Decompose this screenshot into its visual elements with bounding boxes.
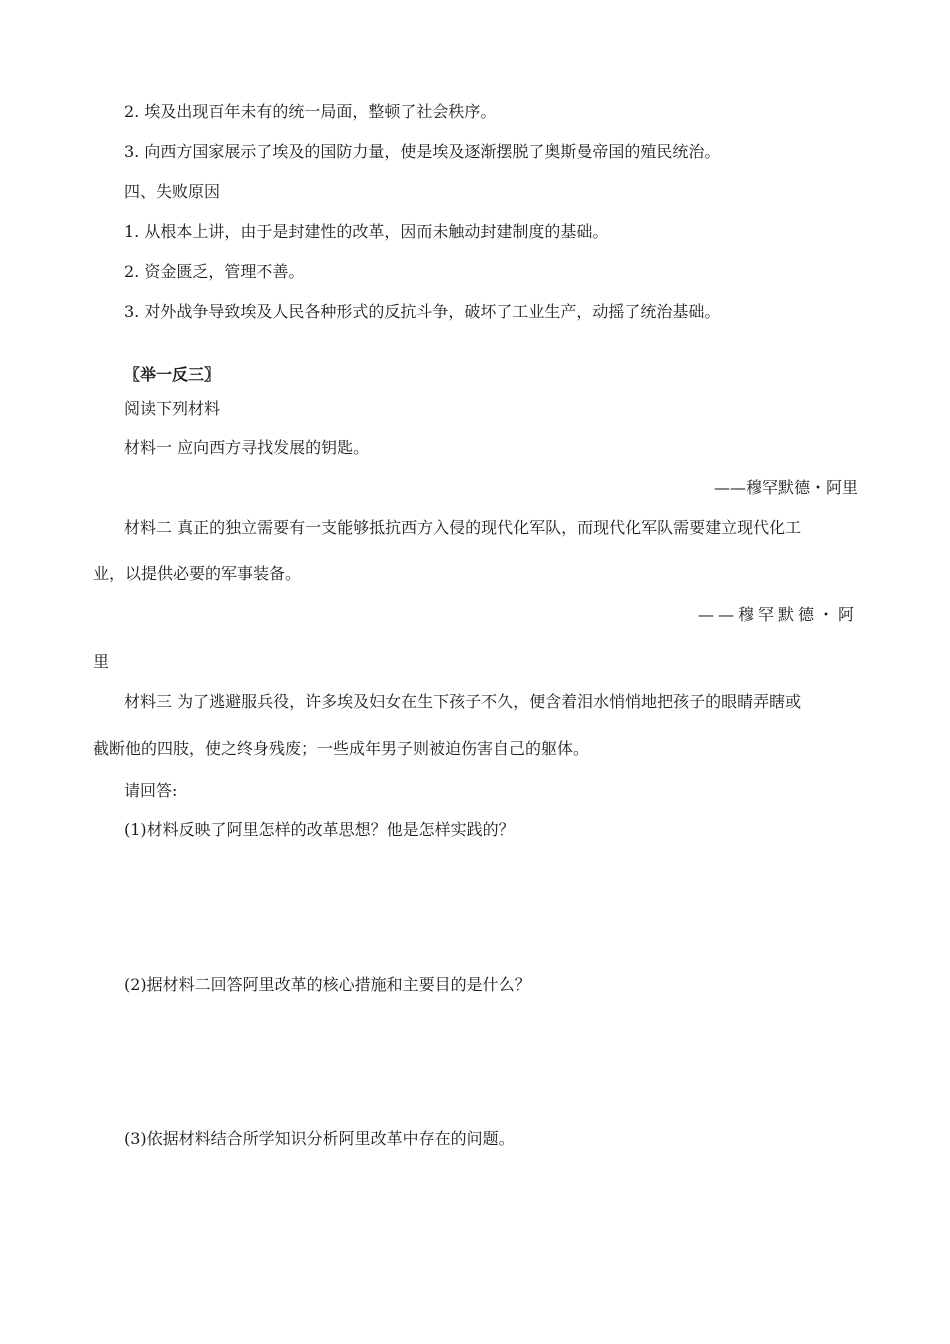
exercise-title: 〖举一反三〗	[124, 365, 221, 384]
material-1: 材料一 应向西方寻找发展的钥匙。	[124, 438, 370, 457]
material-2-line-2: 业，以提供必要的军事装备。	[93, 564, 302, 583]
material-3-line-1: 材料三 为了逃避服兵役，许多埃及妇女在生下孩子不久，便含着泪水悄悄地把孩子的眼睛弄瞎或	[124, 692, 802, 711]
failure-item-3: 3. 对外战争导致埃及人民各种形式的反抗斗争，破坏了工业生产，动摇了统治基础。	[124, 302, 721, 321]
material-3-line-2: 截断他的四肢，使之终身残废；一些成年男子则被迫伤害自己的躯体。	[93, 739, 590, 758]
result-item-2: 2. 埃及出现百年未有的统一局面，整顿了社会秩序。	[124, 102, 497, 121]
failure-heading: 四、失败原因	[124, 182, 221, 201]
failure-item-1: 1. 从根本上讲，由于是封建性的改革，因而未触动封建制度的基础。	[124, 222, 609, 241]
question-3: (3)依据材料结合所学知识分析阿里改革中存在的问题。	[124, 1129, 515, 1148]
material-2-source: ——穆罕默德・阿	[697, 605, 858, 624]
material-2-source-cont: 里	[93, 652, 110, 671]
answer-prompt: 请回答:	[124, 781, 178, 800]
exercise-intro: 阅读下列材料	[124, 399, 221, 418]
question-2: (2)据材料二回答阿里改革的核心措施和主要目的是什么？	[124, 975, 531, 994]
material-2-line-1: 材料二 真正的独立需要有一支能够抵抗西方入侵的现代化军队，而现代化军队需要建立现代化工	[124, 518, 802, 537]
failure-item-2: 2. 资金匮乏，管理不善。	[124, 262, 305, 281]
result-item-3: 3. 向西方国家展示了埃及的国防力量，使是埃及逐渐摆脱了奥斯曼帝国的殖民统治。	[124, 142, 721, 161]
question-1: (1)材料反映了阿里怎样的改革思想？他是怎样实践的？	[124, 820, 515, 839]
material-1-source: ——穆罕默德・阿里	[713, 478, 858, 497]
